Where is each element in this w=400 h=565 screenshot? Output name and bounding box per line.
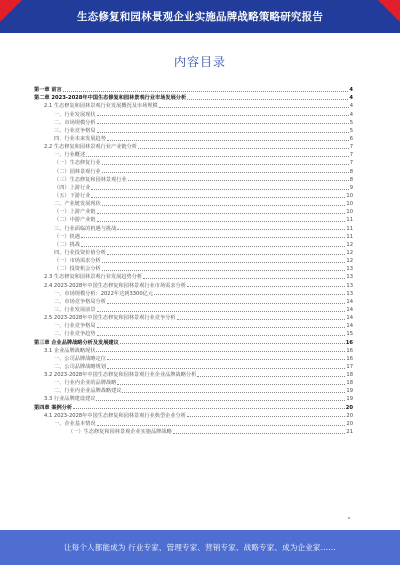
toc-entry[interactable] [34,297,353,305]
toc-leader-dots [128,180,349,181]
report-header [0,0,400,33]
toc-entry-page: 11 [346,217,353,224]
toc-entry-label: 三、行业面临的机遇与挑战 [54,225,117,232]
toc-leader-dots [96,351,345,352]
toc-entry-page: 14 [346,323,353,330]
toc-entry[interactable] [34,370,353,378]
toc-entry-label: （四）上游行业 [54,184,91,191]
toc-leader-dots [97,311,346,312]
toc-leader-dots [91,197,345,198]
toc-entry-label: 二、市场竞争格局分析 [54,298,106,305]
toc-entry[interactable] [34,386,353,394]
toc-heading: 内容目录 [173,55,226,69]
toc-entry[interactable] [34,256,353,264]
toc-leader-dots [91,189,348,190]
toc-entry-label: 3.2 2023-2028年中国生态修复和园林景观行业企业品牌战略分析 [44,372,197,379]
toc-entry-page: 12 [346,258,353,265]
toc-entry-label: （五）下游行业 [54,192,91,199]
toc-entry[interactable] [34,126,353,134]
toc-leader-dots [197,376,345,377]
toc-entry-page: 12 [346,241,353,248]
toc-entry-label: （一）上游产业链 [54,209,96,216]
toc-entry-label: 3.3 行业品牌建设建议 [44,396,96,403]
toc-entry-label: 2.1 生态修复和园林景观行业发展概况及市场规模 [44,103,158,110]
toc-entry-page: 14 [346,315,353,322]
toc-leader-dots [97,115,349,116]
toc-entry[interactable] [34,191,353,199]
toc-entry[interactable] [34,118,353,126]
toc-leader-dots [122,392,345,393]
toc-leader-dots [143,278,345,279]
toc-entry[interactable] [34,101,353,109]
toc-entry-label: 一、公司品牌战略定位 [54,355,106,362]
toc-leader-dots [102,164,349,165]
toc-entry[interactable] [34,232,353,240]
toc-entry-page: 4 [349,87,353,94]
toc-entry-label: 第二章 2023-2028年中国生态修复和园林景观行业市场发展分析 [34,95,187,102]
toc-entry[interactable] [34,175,353,183]
toc-leader-dots [187,286,345,287]
toc-leader-dots [81,237,345,238]
toc-entry-page: 4 [349,95,353,102]
toc-entry[interactable] [34,402,353,410]
toc-entry[interactable] [34,183,353,191]
toc-entry-page: 5 [349,127,353,134]
toc-leader-dots [107,303,346,304]
toc-entry-label: 一、企业基本情况 [54,420,96,427]
toc-entry-page: 13 [346,266,353,273]
toc-entry-page: 11 [346,233,353,240]
toc-leader-dots [107,359,346,360]
toc-entry[interactable] [34,223,353,231]
toc-entry[interactable] [34,207,353,215]
toc-entry-label: 第一章 前言 [34,87,62,94]
toc-leader-dots [97,132,349,133]
toc-entry-label: 2.2 生态修复和园林景观行业产业链分析 [44,144,137,151]
toc-entry-page: 14 [346,298,353,305]
toc-entry-label: 一、行业发展现状 [54,111,96,118]
toc-entry-label: 二、公司品牌战略规划 [54,363,106,370]
toc-leader-dots [73,408,345,409]
toc-leader-dots [96,400,345,401]
toc-leader-dots [117,384,345,385]
toc-leader-dots [102,270,346,271]
toc-entry-label: 第三章 企业品牌战略分析及发展建议 [34,339,119,346]
toc-leader-dots [97,425,346,426]
toc-entry-label: 2.4 2023-2028年中国生态修复和园林景观行业市场需求分析 [44,282,186,289]
toc-entry[interactable] [34,272,353,280]
toc-entry-page: 13 [346,282,353,289]
toc-leader-dots [63,91,349,92]
toc-entry-label: （三）生态修复和园林景观行业 [54,176,127,183]
toc-entry[interactable] [34,289,353,297]
toc-entry-page: 4 [349,111,353,118]
toc-entry-page: 16 [346,355,353,362]
toc-entry-label: 四、行业未来发展趋势 [54,135,106,142]
toc-entry-page: 14 [346,306,353,313]
page-marker [348,517,350,519]
toc-entry[interactable] [34,337,353,345]
toc-leader-dots [86,156,349,157]
toc-entry-page: 13 [346,274,353,281]
toc-entry-label: 2.3 生态修复和园林景观行业发展趋势分析 [44,274,143,281]
toc-leader-dots [81,246,345,247]
toc-entry-label: 四、行业投资价值分析 [54,249,106,256]
toc-entry[interactable] [34,150,353,158]
toc-entry-label: 3.1 企业品牌战略现状 [44,347,96,354]
footer-slogan: 让每个人都能成为 行业专家、管理专家、营销专家、战略专家、成为企业家…… [63,543,337,552]
toc-entry-label: （二）中游产业链 [54,217,96,224]
toc-entry[interactable] [34,305,353,313]
toc-entry-page: 9 [349,184,353,191]
table-of-contents [34,85,353,435]
toc-leader-dots [177,319,346,320]
toc-entry[interactable] [34,354,353,362]
toc-entry-page: 19 [346,388,353,395]
toc-entry-label: 二、行业竞争趋势 [54,331,96,338]
report-footer [0,530,400,565]
report-title: 生态修复和园林景观企业实施品牌战略策略研究报告 [76,11,324,23]
toc-entry[interactable] [34,321,353,329]
toc-leader-dots [107,368,346,369]
toc-entry-page: 7 [349,144,353,151]
toc-leader-dots [187,99,348,100]
toc-entry[interactable] [34,280,353,288]
toc-entry-page: 18 [346,380,353,387]
toc-entry-label: 一、行业内企业的品牌战略 [54,380,117,387]
toc-entry-label: 2.5 2023-2028年中国生态修复和园林景观行业竞争分析 [44,315,176,322]
toc-entry-label: （二）挑战 [54,241,80,248]
toc-leader-dots [159,107,349,108]
toc-entry[interactable] [34,248,353,256]
toc-entry-label: 一、市场规模分析：2022年达到3300亿元 [54,290,154,297]
toc-entry-page: 8 [349,176,353,183]
toc-entry-label: （一）机遇 [54,233,80,240]
toc-entry[interactable] [34,142,353,150]
toc-entry-page: 13 [346,290,353,297]
toc-entry[interactable] [34,411,353,419]
toc-entry-page: 6 [349,135,353,142]
toc-entry-page: 8 [349,168,353,175]
toc-leader-dots [107,254,346,255]
toc-entry[interactable] [34,378,353,386]
toc-entry-page: 16 [345,339,353,346]
toc-leader-dots [97,213,346,214]
toc-entry-label: 二、产业链发展现状 [54,201,101,208]
toc-entry-page: 20 [346,420,353,427]
toc-entry-label: （一）市场需求分析 [54,258,101,265]
toc-leader-dots [102,205,346,206]
toc-entry[interactable] [34,362,353,370]
toc-entry[interactable] [34,313,353,321]
toc-entry-label: （一）生态修复和园林景观企业实施品牌战略 [68,429,172,436]
toc-entry[interactable] [34,166,353,174]
toc-entry-label: 三、行业发展前景 [54,306,96,313]
toc-entry-page: 18 [346,372,353,379]
toc-leader-dots [97,123,349,124]
toc-entry-page: 7 [349,152,353,159]
toc-entry-label: 一、行业概述 [54,152,86,159]
toc-leader-dots [138,148,349,149]
toc-entry[interactable] [34,199,353,207]
toc-leader-dots [97,221,346,222]
toc-entry-label: （二）园林景观行业 [54,168,101,175]
toc-entry-label: 4.1 2023-2028年中国生态修复和园林景观行业典型企业分析 [44,412,186,419]
toc-entry-page: 21 [346,429,353,436]
toc-entry-label: （一）生态修复行业 [54,160,101,167]
toc-entry[interactable] [34,109,353,117]
toc-entry[interactable] [34,419,353,427]
toc-entry-label: 三、行业竞争格局 [54,127,96,134]
toc-entry-label: （二）投资机会分析 [54,266,101,273]
toc-leader-dots [120,343,345,344]
toc-leader-dots [154,294,345,295]
toc-entry-page: 17 [346,363,353,370]
toc-leader-dots [107,140,349,141]
toc-leader-dots [97,335,346,336]
toc-entry-page: 16 [346,347,353,354]
toc-entry-page: 5 [349,119,353,126]
toc-entry-page: 20 [345,404,353,411]
toc-entry-page: 11 [346,225,353,232]
toc-entry-label: 一、行业竞争格局 [54,323,96,330]
toc-entry[interactable] [34,240,353,248]
toc-entry-page: 10 [346,192,353,199]
toc-entry[interactable] [34,85,353,93]
toc-leader-dots [102,172,349,173]
toc-entry-label: 二、市场规模分析 [54,119,96,126]
toc-leader-dots [97,327,346,328]
toc-entry-page: 15 [346,331,353,338]
toc-entry-label: 第四章 案例分析 [34,404,73,411]
toc-leader-dots [117,229,345,230]
toc-entry[interactable] [34,427,353,435]
toc-entry[interactable] [34,93,353,101]
toc-entry[interactable] [34,346,353,354]
toc-entry[interactable] [34,215,353,223]
toc-entry-label: 二、行业内企业品牌战略建议 [54,388,122,395]
toc-entry-page: 19 [346,396,353,403]
toc-entry-page: 7 [349,160,353,167]
toc-entry[interactable] [34,264,353,272]
toc-entry-page: 12 [346,249,353,256]
toc-leader-dots [102,262,346,263]
toc-leader-dots [187,416,345,417]
toc-entry[interactable] [34,134,353,142]
toc-entry-page: 20 [346,412,353,419]
toc-entry-page: 4 [349,103,353,110]
toc-leader-dots [173,433,346,434]
toc-entry-page: 10 [346,201,353,208]
toc-entry[interactable] [34,158,353,166]
toc-entry[interactable] [34,394,353,402]
toc-entry[interactable] [34,329,353,337]
toc-entry-page: 10 [346,209,353,216]
